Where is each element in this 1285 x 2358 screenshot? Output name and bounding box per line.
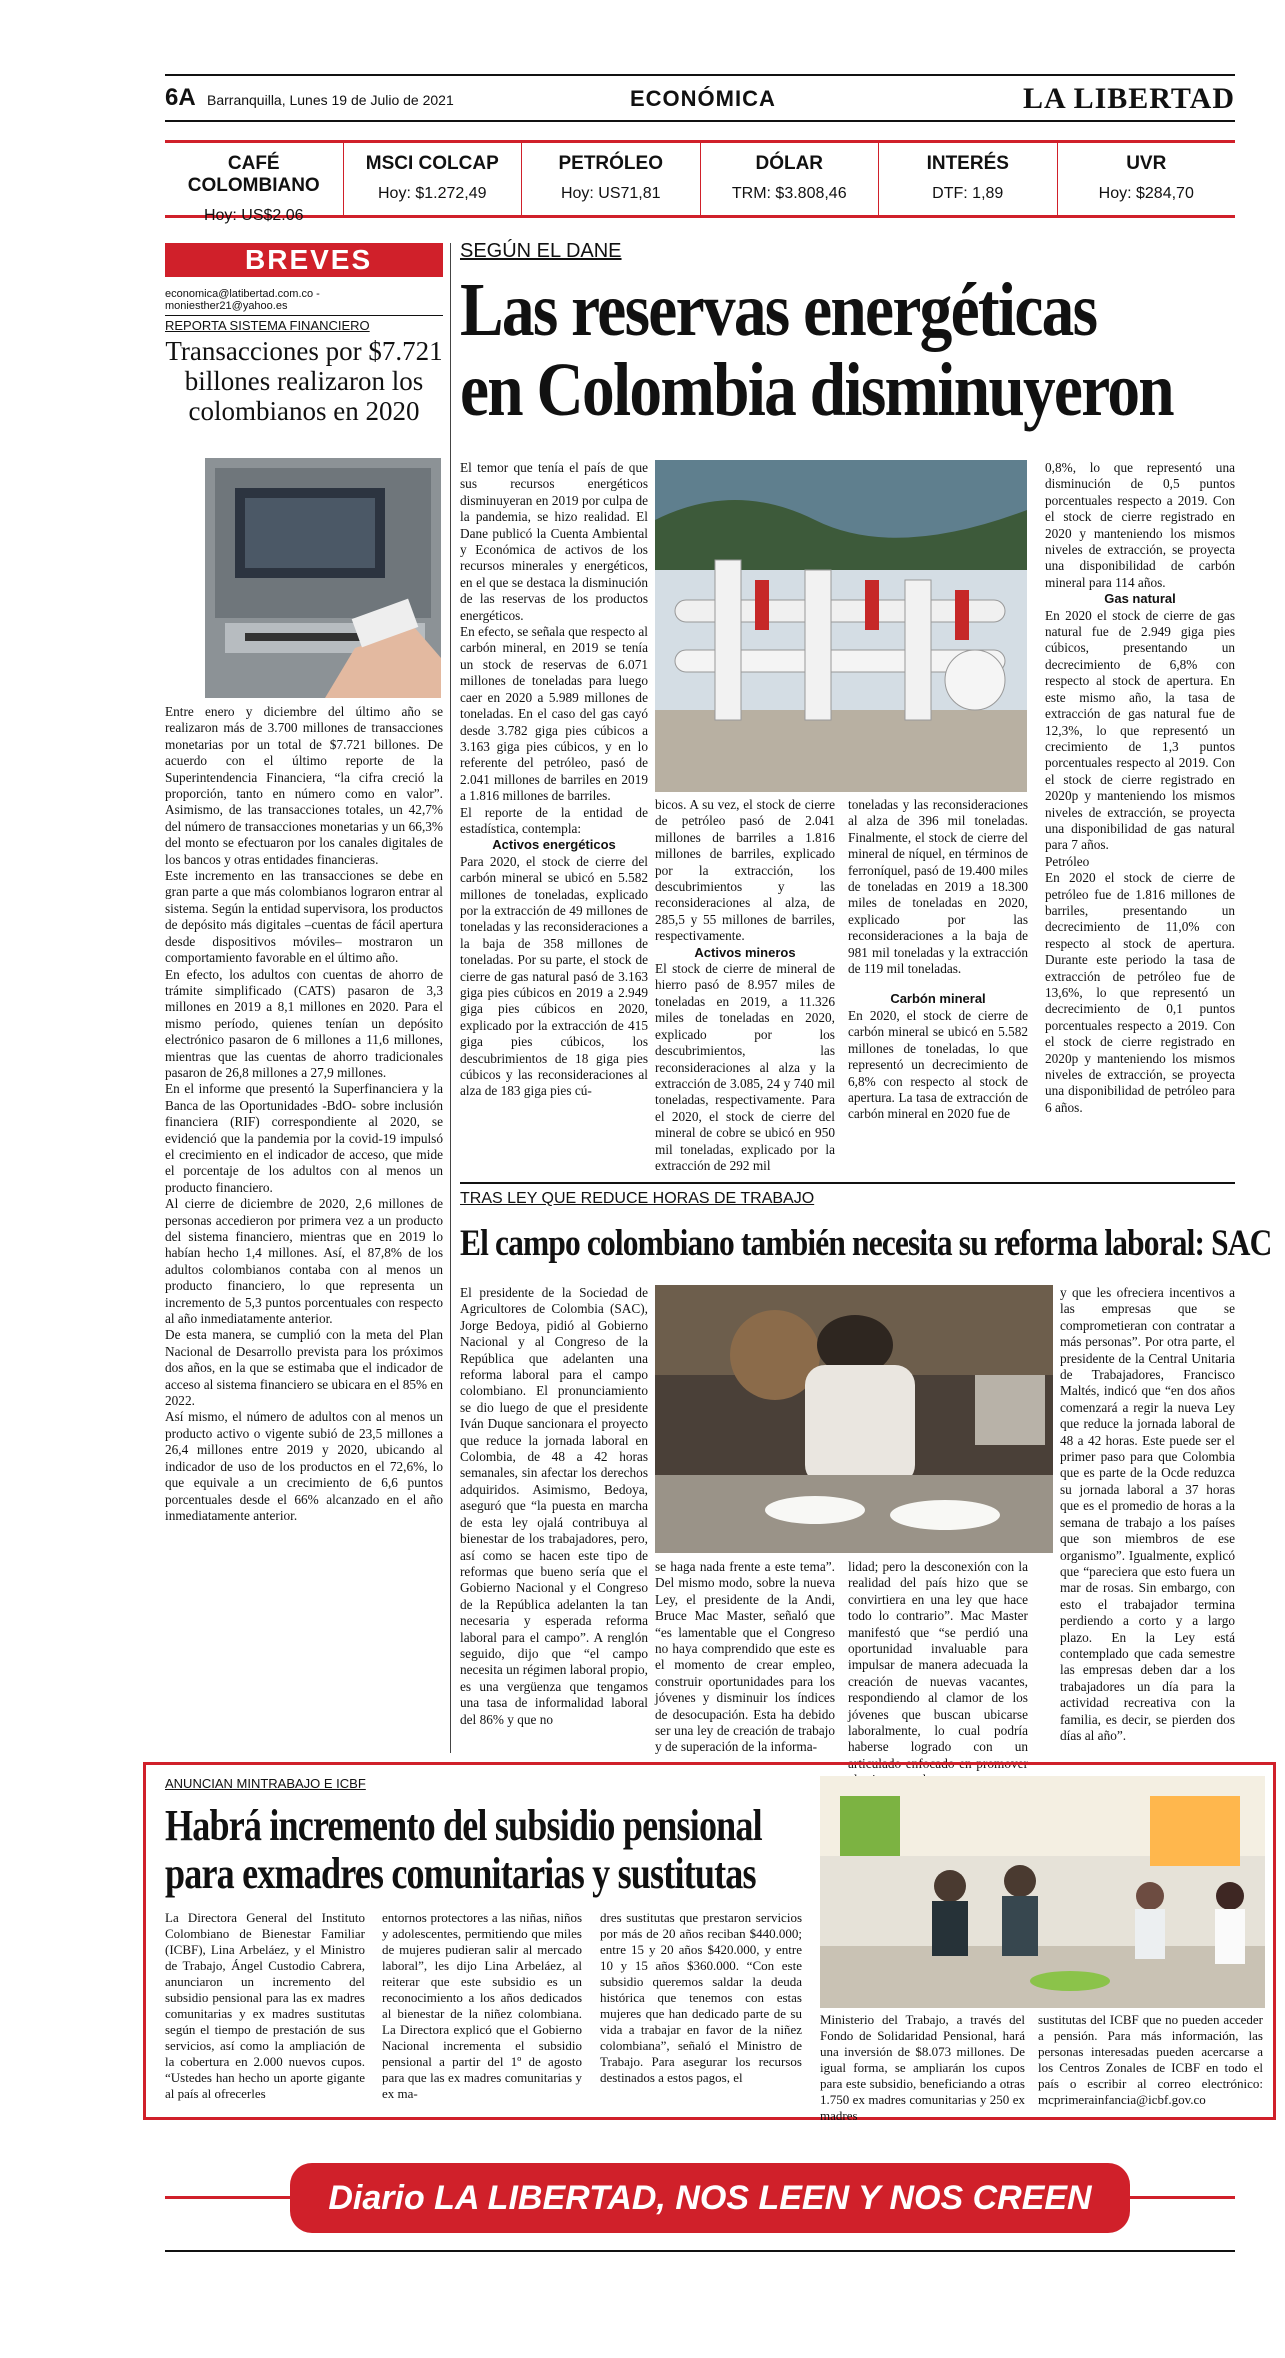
story1-subhead: Activos energéticos xyxy=(492,837,616,853)
story2-col3: lidad; pero la desconexión con la realidad del país hizo que se convirtiera en una ley que hace todo lo contrario”. Mac Master manifestó que “se perdió una oportunidad invaluable para impulsar de manera adecuada la creación de nuevas vacantes, respondiendo al clamor de los jóvenes que buscan ubicarse laboralmente, lo cual podría haberse logrado con un articulado enfocado en promover xyxy=(848,1559,1028,1771)
story2-headline: El campo colombiano también necesita su reforma laboral: SAC xyxy=(460,1223,1272,1264)
story3-headline-line2: para exmadres comunitarias y sustitutas xyxy=(165,1849,756,1898)
story3-col5: sustitutas del ICBF que no pueden acceder a pensión. Para más información, las personas interesadas pueden acercarse a los Centros Zonales de ICBF en todo el país o escribir al correo electrónico: mcprimerainfancia@icbf.gov.co xyxy=(1038,2012,1263,2107)
story3-headline-line1: Habrá incremento del subsidio pensional xyxy=(165,1801,762,1850)
market-label: CAFÉ COLOMBIANO xyxy=(187,153,320,196)
story2-col1: El presidente de la Sociedad de Agricultores de Colombia (SAC), Jorge Bedoya, pidió al Gobierno Nacional y al Congreso de la República que adelanten una reforma laboral para el campo colombiano. El pronunciamiento se dio luego de que el presidente Iván Duque sancionara el proyecto que reduce la jornada laboral en Colombia, de 48 a 42 horas semanales, sin afectar los derechos adquiridos. Asimismo, Bedoya, aseguró que “la puesta en marcha de esta ley ojalá contribuya al bienestar de los trabajadores, pero, así como se hacen este tipo de reformas que bueno sería que el Gobierno Nacional y el Congreso de la República adelanten la tan necesaria y esperada reforma laboral para el campo”. A renglón seguido, dijo que “el campo necesita un régimen laboral propio, es una vergüenza que tengamos una tasa de informalidad laboral del 86% y que no xyxy=(460,1285,648,1727)
breves-body xyxy=(165,704,443,1524)
newspaper-brand: LA LIBERTAD xyxy=(1023,82,1235,115)
chef-photo xyxy=(655,1285,1053,1553)
market-cell xyxy=(701,143,880,215)
story1-subhead: Petróleo xyxy=(1045,853,1090,869)
story3-col3: dres sustitutas que prestaron servicios por más de 20 años reciban $440.000; entre 15 y 20 años $420.000, y entre 10 y 15 años $360.000. “Con este subsidio queremos saldar la deuda histórica que tenemos con estas mujeres que han dedicado parte de su vida a trabajar en favor de la niñez colombiana”, señaló el Ministro de Trabajo. Para asegurar los recursos destinados a estos pagos, el xyxy=(600,1910,802,2085)
page-header xyxy=(165,82,1235,118)
market-cell xyxy=(165,143,344,224)
gas-pipeline-photo xyxy=(655,460,1027,792)
story1-headline-line1: Las reservas energéticas xyxy=(460,268,1097,352)
breves-paragraph: De esta manera, se cumplió con la meta del Plan Nacional de Desarrollo prevista para los próximos dos años, en la que se estimaba que el indicador de acceso al sistema financiero se ubicara en el 85% en 2022. xyxy=(165,1327,443,1409)
story1-subhead: Gas natural xyxy=(1104,591,1176,607)
story1-col3: toneladas y las reconsideraciones al alza de 396 mil toneladas. Finalmente, el stock de cierre del mineral de níquel, en términos de ferroníquel, pasó de 19.400 miles de toneladas en 2019 a 18.300 miles de toneladas en 2020, explicado por las reconsideraciones a la baja de 981 mil toneladas y la extracción de 119 mil toneladas. Carbón mineral En 2020, el stock de cierre de carbón mineral se ubicó en 5.582 millones de toneladas, lo que representó un decrecimiento de 6,8% con respecto al stock de apertura. La tasa de extracción de carbón mineral en 2020 fue de xyxy=(848,797,1028,1122)
market-value: Hoy: US$2.06 xyxy=(203,207,304,224)
story2-col4: y que les ofreciera incentivos a las empresas que se comprometieran con contratar a más personas”. Por otra parte, el presidente de la Central Unitaria de Trabajadores, Francisco Maltés, indicó que “en dos años comenzará a regir la nueva Ley que reduce la jornada laboral de 48 a 42 horas. Este puede ser el primer paso para que Colombia que es parte de la Ocde reduzca su jornada laboral a 37 horas que es el promedio de horas a la semana de trabajo a los países que son miembros de ese organismo”. Igualmente, explicó que “pareciera que esto fuera un mar de rosas. Sin embargo, con esto el trabajador termina perdiendo a corto y a largo plazo. En la Ley está contemplado que cada semestre las empresas deben dar a los trabajadores un día para la actividad recreativa con la familia, es decir, se pierden dos días al año”. xyxy=(1060,1285,1235,1743)
market-label: INTERÉS xyxy=(926,153,1009,174)
market-label: DÓLAR xyxy=(755,153,824,174)
section-name: ECONÓMICA xyxy=(630,86,776,111)
market-value: DTF: 1,89 xyxy=(932,185,1004,202)
market-cell xyxy=(522,143,701,215)
header-rule xyxy=(165,120,1235,122)
market-value: Hoy: $284,70 xyxy=(1098,185,1194,202)
breves-paragraph: Así mismo, el número de adultos con al menos un producto activo o vigente subió de 23,5 millones a 26,4 millones entre 2019 y 2020, ubicando al indicador de uso de los productos en el 72,6%, lo que equivale a un crecimiento de 6,6 puntos porcentuales desde el 66% alcanzado en el año inmediatamente anterior. xyxy=(165,1409,443,1523)
market-cell xyxy=(879,143,1058,215)
market-cell xyxy=(1058,143,1236,215)
breves-kicker: REPORTA SISTEMA FINANCIERO xyxy=(165,318,370,333)
market-label: PETRÓLEO xyxy=(558,153,663,174)
story1-col2: bicos. A su vez, el stock de cierre de petróleo pasó de 2.041 millones de barriles a 1.816 millones de barriles, explicado por la extracción, los descubrimientos y las reconsideraciones al alza, de 285,5 y 55 millones de barriles, respectivamente. Activos mineros El stock de cierre de mineral de hierro pasó de 8.957 miles de toneladas en 2019, a 11.326 miles de toneladas en 2020, explicado por los descubrimientos, las reconsideraciones al alza y la extracción de 3.085, 24 y 740 mil toneladas, respectivamente. Para el 2020, el stock de cierre del mineral de cobre se ubicó en 950 mil toneladas, explicado por la extracción de 292 mil xyxy=(655,797,835,1173)
atm-photo xyxy=(205,458,441,698)
story3-col1: La Directora General del Instituto Colombiano de Bienestar Familiar (ICBF), Lina Arbeláez, y el Ministro de Trabajo, Ángel Custodio Cabrera, anunciaron un incremento del subsidio pensional para las ex madres comunitarias y ex madres sustitutas según el tiempo de prestación de sus servicios, así como la ampliación de la cobertura en 2.000 nuevos cupos. “Ustedes han hecho un aporte gigante al país al ofrecerles xyxy=(165,1910,365,2101)
breves-paragraph: Este incremento en las transacciones se debe en gran parte a que más colombianos lograron entrar al sistema. Según la entidad supervisora, los productos de depósito más digitales –cuentas de fácil apertura desde dispositivos móviles– mostraron un comportamiento favorable en el último año. xyxy=(165,868,443,966)
market-value: TRM: $3.808,46 xyxy=(731,185,847,202)
story3-kicker: ANUNCIAN MINTRABAJO E ICBF xyxy=(165,1776,366,1791)
story2-col2: se haga nada frente a este tema”. Del mismo modo, sobre la nueva Ley, el presidente de la Andi, Bruce Mac Master, señaló que “es lamentable que el Congreso no haya comprendido que este es el momento de crear empleo, construir oportunidades para los jóvenes y disminuir los índices de desocupación. Esta ha debido ser una ley de creación de trabajo y de superación de la informa- xyxy=(655,1559,835,1755)
column-separator xyxy=(450,243,451,1753)
market-value: Hoy: $1.272,49 xyxy=(377,185,487,202)
story1-col1: El temor que tenía el país de que sus recursos energéticos disminuyeran en 2019 por culpa de la pandemia, se hizo realidad. El Dane publicó la Cuenta Ambiental y Económica de activos de los recursos minerales y energéticos, en el que se destaca la disminución de las reservas de los productos energéticos. En efecto, se señala que respecto al carbón mineral, en 2019 se tenía un stock de reservas de 6.071 millones de toneladas para luego caer en 2020 a 5.989 millones de toneladas. En el caso del gas cayó desde 3.782 giga pies cúbicos a 3.163 giga pies cúbicos, y en lo referente del petróleo, pasó de 2.041 millones de barriles en 2019 a 1.816 millones de barriles. El reporte de la entidad de estadística, contempla: Activos energéticos Para 2020, el stock de cierre del carbón mineral se ubicó en 5.582 millones de toneladas, explicado por la extracción de 49 millones de toneladas y las reconsideraciones a la baja de 358 millones de toneladas. Por su parte, el stock de cierre de gas natural pasó de 3.163 giga pies cúbicos en 2019 a 2.949 giga pies cúbicos en 2020, explicado por la extracción de 415 giga pies cúbicos, los descubrimientos de 18 giga pies cúbicos y las reconsideraciones al alza de 183 giga pies cú- xyxy=(460,460,648,1099)
story1-subhead: Activos mineros xyxy=(694,944,796,960)
story1-headline-line2: en Colombia disminuyeron xyxy=(460,348,1173,432)
story1-headline xyxy=(460,268,1173,432)
top-rule xyxy=(165,74,1235,76)
footer-banner: Diario LA LIBERTAD, NOS LEEN Y NOS CREEN xyxy=(290,2163,1130,2233)
breves-paragraph: En el informe que presentó la Superfinanciera y la Banca de las Oportunidades -BdO- sobre inclusión financiera (RIF) correspondiente al 2020, se evidenció que la pandemia por la covid-19 impulsó el crecimiento en el indicador de acceso, que mide el porcentaje de los adultos con al menos un producto financiero. xyxy=(165,1081,443,1195)
story1-subhead: Carbón mineral xyxy=(890,991,986,1007)
market-label: MSCI COLCAP xyxy=(365,153,499,174)
breves-emails: economica@latibertad.com.co - moniesther21@yahoo.es xyxy=(165,288,443,316)
breves-paragraph: En efecto, los adultos con cuentas de ahorro de trámite simplificado (CATS) pasaron de 3,3 millones en 2019 a 8,1 millones en 2020. Para el mismo período, quienes tenían un depósito electrónico pasaron de 6 millones a 11,6 millones, mientras que las cuentas de ahorro tradicionales pasaron de 26,8 millones a 27,9 millones. xyxy=(165,966,443,1080)
bottom-rule xyxy=(165,2250,1235,2252)
breves-headline: Transacciones por $7.721 billones realizaron los colombianos en 2020 xyxy=(165,336,443,426)
breves-paragraph: Entre enero y diciembre del último año se realizaron más de 3.700 millones de transacciones monetarias por un total de $7.721 billones. De acuerdo con el último reporte de la Superintendencia Financiera, “la cifra creció la proporción, tanto en número como en valor”. Asimismo, de las transacciones totales, un 42,7% del número de transacciones monetarias y un 66,3% del monto se efectuaron por los canales digitales de los bancos y otras entidades financieras. xyxy=(165,704,443,867)
story3-col2: entornos protectores a las niñas, niños y adolescentes, permitiendo que miles de mujeres pudieran salir al mercado laboral”, les dijo Lina Arbeláez, al reiterar que este subsidio es un reconocimiento a los años dedicados al bienestar de la niñez colombiana. La Directora explicó que el Gobierno Nacional incrementa el subsidio pensional a partir del 1º de agosto para que las ex madres comunitarias y ex ma- xyxy=(382,1910,582,2101)
page-number: 6A xyxy=(165,84,196,111)
story3-headline xyxy=(165,1802,762,1898)
story2-kicker: TRAS LEY QUE REDUCE HORAS DE TRABAJO xyxy=(460,1190,815,1207)
market-label: UVR xyxy=(1126,153,1167,174)
story1-col4: 0,8%, lo que representó una disminución de 0,5 puntos porcentuales respecto a 2019. Con el stock de cierre registrado en 2020 y manteniendo los mismos niveles de extracción, se proyecta una disponibilidad de carbón mineral para 114 años. Gas natural En 2020 el stock de cierre de gas natural fue de 2.949 giga pies cúbicos, presentando un decrecimiento de 6,8% con respecto al stock de apertura. En este mismo año, la tasa de extracción de gas natural fue de 12,3%, lo que representó un crecimiento de 1,3 puntos porcentuales respecto al 2019. Con el stock de cierre registrado en 2020p y manteniendo los mismos niveles de extracción, se proyecta una disponibilidad de gas natural para 7 años. Petróleo En 2020 el stock de cierre de petróleo fue de 1.816 millones de barriles, presentando un decrecimiento de 11,0% con respecto al stock de apertura. Durante este periodo la tasa de extracción de petróleo fue de 13,6%, lo que representó un decrecimiento de 0,1 puntos porcentuales respecto a 2019. Con el stock de cierre registrado en 2020p y manteniendo los mismos niveles de extracción, se proyecta una disponibilidad de petróleo para 6 años. xyxy=(1045,460,1235,1115)
ministers-meeting-photo xyxy=(820,1776,1265,2008)
breves-title: BREVES xyxy=(165,243,443,277)
story1-kicker: SEGÚN EL DANE xyxy=(460,240,622,262)
market-cell xyxy=(344,143,523,215)
page-date: Barranquilla, Lunes 19 de Julio de 2021 xyxy=(207,92,454,108)
market-indicators xyxy=(165,140,1235,224)
story3-col4: Ministerio del Trabajo, a través del Fondo de Solidaridad Pensional, hará una inversión de $8.073 millones. De igual forma, se ampliarán los cupos para este subsidio, beneficiando a otras 1.750 ex madres comunitarias y 250 ex madres xyxy=(820,2012,1025,2123)
story1-end-rule xyxy=(460,1182,1235,1184)
market-value: Hoy: US71,81 xyxy=(560,185,661,202)
breves-paragraph: Al cierre de diciembre de 2020, 2,6 millones de personas accedieron por primera vez a un producto del sistema financiero, mientras que en 2019 lo habían hecho 1,4 millones. Así, el 87,8% de los adultos colombianos contaba con al menos un producto financiero, lo que representa un incremento de 5,3 puntos porcentuales con respecto al año inmediatamente anterior. xyxy=(165,1196,443,1327)
